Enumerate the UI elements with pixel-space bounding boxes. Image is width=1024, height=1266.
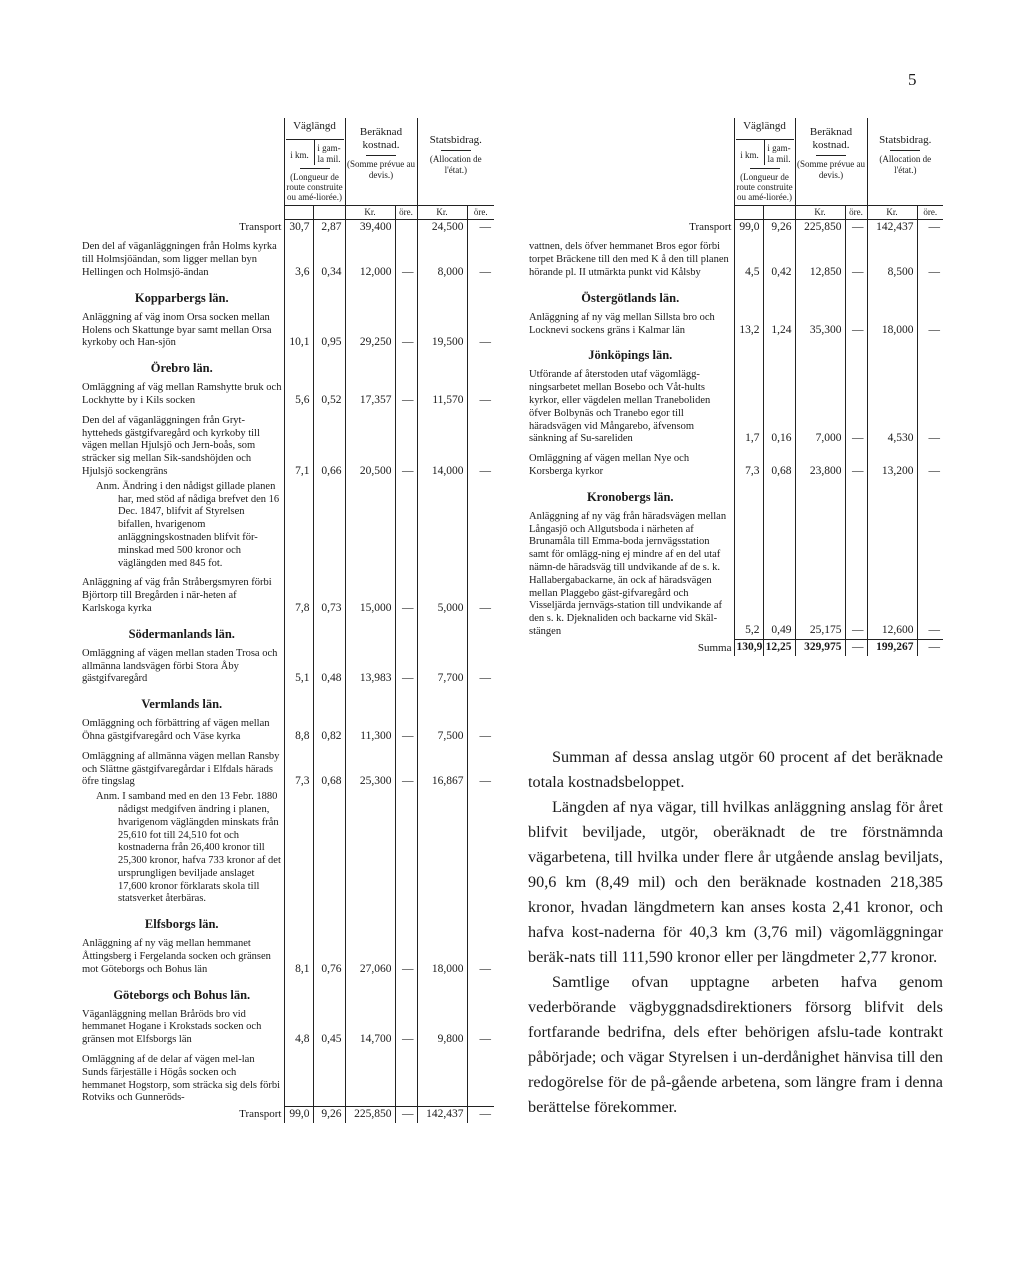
grant-ore-value: — (917, 640, 943, 656)
grant-ore-value: — (917, 369, 943, 447)
grant-ore-value: — (467, 409, 494, 480)
table-row (80, 409, 494, 480)
county-heading-row (80, 907, 494, 938)
mil-value: 9,26 (313, 1106, 345, 1122)
table-row (527, 447, 943, 480)
grant-ore-value: — (917, 447, 943, 480)
county-heading-row (80, 687, 494, 718)
county-heading-row (80, 351, 494, 382)
length-group-label: Väglängd (743, 120, 786, 132)
grant-ore-value: — (917, 219, 943, 235)
cost-ore-value: — (395, 571, 417, 616)
entry-text: Anläggning af väg från Stråbergsmyren förbi Björtorp till Bregården i när-heten af Karlskoga kyrka (82, 577, 272, 614)
cost-header (795, 118, 867, 205)
grant-kr-value: 7,500 (417, 718, 467, 745)
cost-kr-value: 23,800 (795, 447, 845, 480)
entry-text: Omläggning af vägen mellan Nye och Korsberga kyrkor (529, 453, 690, 477)
km-value: 3,6 (284, 235, 313, 280)
length-group-label: Väglängd (293, 120, 336, 132)
km-value: 130,9 (734, 640, 763, 656)
cost-ore-value: — (395, 382, 417, 409)
cost-kr-value: 39,400 (345, 219, 395, 235)
entry-text: Anläggning af ny väg mellan Sillsta bro och Locknevi sockens gräns i Kalmar län (529, 311, 715, 336)
page-number: 5 (908, 70, 917, 89)
mil-value: 0,48 (313, 648, 345, 687)
cost-ore-value: — (395, 745, 417, 790)
transport-row-top (80, 219, 494, 235)
km-value: 7,1 (284, 409, 313, 480)
county-heading-row (80, 281, 494, 312)
grant-ore-value: — (467, 718, 494, 745)
entry-note: Anm. Ändring i den nådigst gillade planen har, med stöd af nådiga brefvet den 16 Dec. 1847, blifvit af Styrelsen bifallen, hvarigenom anläggningskostnaden blifvit för-minskad med 500 kronor och väglängden med 845 fot. (96, 480, 280, 569)
cost-ore-value (395, 219, 417, 235)
grant-kr-label: Kr. (417, 205, 467, 219)
grant-kr-label: Kr. (867, 205, 917, 219)
cost-kr-value: 17,357 (345, 382, 395, 409)
entry-text: Anläggning af ny väg från häradsvägen mellan Långasjö och Allgutsboda i närheten af Brunamåla till Emma-boda jernvägsstation samt för omlägg-ning ej mindre af en del utaf nämn-de häradsväg till undvikande af de s. k. Hallabergabackarne, än ock af häradsvägen mellan Plaggebo gäst-gifvaregård och Visseljärda jernvägs-station till undvikande af den s. k. Djeknaliden och backarne vid Skäl-stängen (529, 510, 727, 637)
cost-kr-value: 11,300 (345, 718, 395, 745)
mil-value: 0,34 (313, 235, 345, 280)
entry-text: vattnen, dels öfver hemmanet Bros egor förbi torpet Bräckene till den med K å den till planen hörande pl. II utmärkta punkt vid Kålsby (529, 241, 729, 278)
grant-kr-value: 142,437 (417, 1106, 467, 1122)
cost-kr-value: 7,000 (795, 369, 845, 447)
cost-label: Beräknad kostnad. (809, 126, 853, 152)
table-row (80, 938, 494, 977)
entry-text: Anläggning af väg inom Orsa socken mellan Holens och Skattunge byar samt mellan Orsa kyrkoby och Han-sjön (82, 311, 272, 349)
county-heading: Vermlands län. (141, 697, 223, 712)
table-row (80, 718, 494, 745)
old-mil-label: i gam-la mil. (317, 143, 341, 164)
county-heading-row (527, 281, 943, 312)
entry-text: Omläggning af allmänna vägen mellan Ransby och Slättne gästgifvaregårdar i Elfdals härads öfre tingslag (82, 750, 280, 788)
right-entries (527, 235, 943, 639)
cost-ore-value: — (395, 1009, 417, 1048)
grant-ore-value: — (467, 382, 494, 409)
cost-ore-value: — (845, 640, 867, 656)
cost-ore-value: — (395, 409, 417, 480)
county-heading-row (527, 480, 943, 511)
grant-ore-value: — (917, 312, 943, 339)
prose-paragraph: Längden af nya vägar, till hvilkas anläggning anslag för året blifvit beviljade, utgör, oberäknadt de tre förstnämnda vägarbetena, till hvilka under flere år utgående anslag beviljats, 90,6 km (8,49 mil) och den beräknade kostnaden 218,385 kronor, hvadan längdmetern kan anses kosta 2,41 kronor, och hafva kost-naderna för 40,3 km (3,76 mil) vägomläggningar beräk-nats till 111,590 kronor eller per längdmeter 2,77 kronor. (528, 798, 943, 966)
grant-kr-value: 7,700 (417, 648, 467, 687)
grant-ore-value: — (467, 312, 494, 351)
km-label: i km. (736, 140, 765, 165)
grant-kr-value: 24,500 (417, 219, 467, 235)
mil-value: 12,25 (763, 640, 795, 656)
county-heading: Kopparbergs län. (134, 290, 229, 305)
km-value: 5,1 (284, 648, 313, 687)
cost-fr-label: (Somme prévue au devis.) (797, 159, 865, 180)
mil-value: 0,52 (313, 382, 345, 409)
transport-row-bottom (80, 1106, 494, 1122)
grant-kr-value: 13,200 (867, 447, 917, 480)
grant-label: Statsbidrag. (879, 134, 932, 146)
county-heading: Jönköpings län. (588, 348, 673, 363)
grant-ore-value: — (917, 235, 943, 280)
mil-value: 0,16 (763, 369, 795, 447)
mil-value: 0,66 (313, 409, 345, 480)
county-heading-row (527, 338, 943, 369)
grant-ore-value: — (467, 571, 494, 616)
km-value: 5,2 (734, 511, 763, 640)
km-value: 1,7 (734, 369, 763, 447)
km-value: 7,3 (284, 745, 313, 790)
cost-fr-label: (Somme prévue au devis.) (347, 159, 415, 180)
grant-kr-value: 8,000 (417, 235, 467, 280)
table-row (80, 382, 494, 409)
grant-header (867, 118, 943, 205)
grant-ore-value: — (467, 235, 494, 280)
km-value: 13,2 (734, 312, 763, 339)
cost-ore-label: öre. (845, 205, 867, 219)
entry-text: Den del af väganläggningen från Holms kyrka till Holmsjöändan, som ligger mellan byn Hellingen och Holmsjö-ändan (82, 241, 277, 278)
grant-header (417, 118, 494, 205)
cost-ore-value: — (845, 447, 867, 480)
entry-text: Utförande af återstoden utaf vägomlägg-ningsarbetet mellan Bosebo och Våt-hults kyrkor, eller vägdelen mellan Traneboliden öfver Bolbynäs och Tranebo egor till häradsvägen vid Mångarebo, äfvensom sänkning af Su-sareliden (529, 369, 711, 445)
km-value: 7,3 (734, 447, 763, 480)
mil-value: 1,24 (763, 312, 795, 339)
grant-ore-value: — (917, 511, 943, 640)
county-heading: Kronobergs län. (586, 489, 674, 504)
grant-kr-value: 8,500 (867, 235, 917, 280)
km-value: 8,8 (284, 718, 313, 745)
grant-fr-label: (Allocation de l'état.) (879, 154, 932, 175)
summa-row (527, 640, 943, 656)
cost-ore-value: — (845, 219, 867, 235)
note-row (80, 480, 494, 572)
km-value: 7,8 (284, 571, 313, 616)
mil-value: 0,68 (313, 745, 345, 790)
summary-prose (528, 745, 943, 1120)
table-row (80, 571, 494, 616)
cost-kr-value: 225,850 (795, 219, 845, 235)
cost-ore-value: — (845, 235, 867, 280)
km-label: i km. (286, 140, 315, 165)
transport-label: Transport (239, 221, 282, 234)
cost-ore-value: — (845, 312, 867, 339)
county-heading: Örebro län. (150, 361, 213, 376)
mil-value: 0,68 (763, 447, 795, 480)
table-row (80, 648, 494, 687)
grant-kr-value: 19,500 (417, 312, 467, 351)
cost-ore-value: — (395, 312, 417, 351)
cost-kr-value: 12,850 (795, 235, 845, 280)
km-value: 5,6 (284, 382, 313, 409)
cost-ore-value: — (395, 235, 417, 280)
mil-value: 0,82 (313, 718, 345, 745)
grant-kr-value: 18,000 (867, 312, 917, 339)
cost-kr-value: 25,175 (795, 511, 845, 640)
county-heading: Södermanlands län. (128, 626, 235, 641)
entry-text: Omläggning och förbättring af vägen mellan Öhna gästgifvaregård och Väse kyrka (82, 718, 270, 742)
table-row (80, 1009, 494, 1048)
table-row (527, 312, 943, 339)
county-heading: Östergötlands län. (581, 290, 680, 305)
cost-ore-value: — (395, 1106, 417, 1122)
note-row (80, 790, 494, 907)
grant-kr-value: 18,000 (417, 938, 467, 977)
grant-kr-value: 5,000 (417, 571, 467, 616)
cost-ore-value: — (845, 511, 867, 640)
summa-label: Summa (697, 641, 732, 654)
cost-ore-label: öre. (395, 205, 417, 219)
transport-row-top (527, 219, 943, 235)
mil-value: 0,49 (763, 511, 795, 640)
old-mil-label: i gam-la mil. (767, 143, 791, 164)
length-header (734, 118, 795, 205)
length-header (284, 118, 345, 205)
grant-ore-value: — (467, 219, 494, 235)
cost-kr-value: 25,300 (345, 745, 395, 790)
county-heading-row (80, 978, 494, 1009)
right-ledger-table (527, 118, 943, 656)
cost-label: Beräknad kostnad. (359, 126, 403, 152)
grant-label: Statsbidrag. (429, 134, 482, 146)
grant-kr-value: 11,570 (417, 382, 467, 409)
km-value: 30,7 (284, 219, 313, 235)
grant-ore-value: — (467, 745, 494, 790)
transport-label: Transport (239, 1108, 282, 1121)
cost-kr-label: Kr. (795, 205, 845, 219)
cost-ore-value: — (395, 938, 417, 977)
mil-value: 9,26 (763, 219, 795, 235)
mil-value: 0,73 (313, 571, 345, 616)
county-heading: Elfsborgs län. (144, 917, 219, 932)
mil-value: 0,76 (313, 938, 345, 977)
table-row (80, 235, 494, 280)
grant-kr-value: 199,267 (867, 640, 917, 656)
county-heading-row (80, 617, 494, 648)
grant-ore-value: — (467, 1106, 494, 1122)
length-fr-label: (Longueur de route construite ou amé-liorée.) (286, 171, 343, 203)
mil-value: 2,87 (313, 219, 345, 235)
cost-kr-value: 29,250 (345, 312, 395, 351)
cost-kr-label: Kr. (345, 205, 395, 219)
cost-kr-value: 14,700 (345, 1009, 395, 1048)
entry-text: Väganläggning mellan Bråröds bro vid hemmanet Hogane i Krokstads socken och gränsen mot Elfsborgs län (82, 1008, 262, 1046)
grant-kr-value: 14,000 (417, 409, 467, 480)
km-value: 99,0 (734, 219, 763, 235)
km-value: 4,8 (284, 1009, 313, 1048)
grant-kr-value: 4,530 (867, 369, 917, 447)
entry-text: Omläggning af väg mellan Ramshytte bruk och Lockhytte by i Kils socken (82, 382, 282, 406)
cost-ore-value: — (395, 648, 417, 687)
entry-text: Den del af väganläggningen från Gryt-hytteheds gästgifvaregård och kyrkoby till vägen mellan Hjulsjö och Jern-boås, som sträcker sig mellan Sik-sandshöjden och Hjulsjö sockengräns (82, 414, 260, 477)
table-row (80, 312, 494, 351)
cost-kr-value: 35,300 (795, 312, 845, 339)
grant-ore-label: öre. (917, 205, 943, 219)
left-ledger-table (80, 118, 494, 1123)
cost-kr-value: 20,500 (345, 409, 395, 480)
cost-kr-value: 225,850 (345, 1106, 395, 1122)
county-heading: Göteborgs och Bohus län. (113, 987, 251, 1002)
mil-value: 0,45 (313, 1009, 345, 1048)
last-text-row (80, 1048, 494, 1106)
km-value: 8,1 (284, 938, 313, 977)
grant-kr-value: 142,437 (867, 219, 917, 235)
left-entries (80, 235, 494, 1048)
table-row (527, 369, 943, 447)
grant-kr-value: 16,867 (417, 745, 467, 790)
prose-paragraph: Samtlige ofvan upptagne arbeten hafva genom vederbörande vägbyggnadsdirektioners försorg blifvit dels fortfarande bedrifna, dels efter behörigen afslu-tade kontrakt påbörjade; och vägar Styrelsen i un-derdånighet hänvisa till den redogörelse för de på-gående arbetena, som längre fram i denna berättelse förekommer. (528, 973, 943, 1116)
km-value: 4,5 (734, 235, 763, 280)
mil-value: 0,42 (763, 235, 795, 280)
prose-paragraph: Summan af dessa anslag utgör 60 procent af det beräknade totala kostnadsbeloppet. (528, 748, 943, 791)
cost-kr-value: 329,975 (795, 640, 845, 656)
cost-kr-value: 15,000 (345, 571, 395, 616)
cost-kr-value: 13,983 (345, 648, 395, 687)
grant-fr-label: (Allocation de l'état.) (429, 154, 482, 175)
entry-text: Omläggning af de delar af vägen mel-lan Sunds färjeställe i Högås socken och hemmanet Hogstorp, som sträcka sig dels förbi Rotviks och Gunneröds- (82, 1054, 281, 1104)
grant-ore-value: — (467, 1009, 494, 1048)
grant-ore-value: — (467, 938, 494, 977)
entry-text: Omläggning af vägen mellan staden Trosa och allmänna landsvägen förbi Stora Åby gästgifvaregård (82, 647, 278, 685)
cost-kr-value: 12,000 (345, 235, 395, 280)
km-value: 10,1 (284, 312, 313, 351)
entry-text: Anläggning af ny väg mellan hemmanet Åttingsberg i Fergelanda socken och gränsen mot Göteborgs och Bohus län (82, 938, 271, 975)
km-value: 99,0 (284, 1106, 313, 1122)
grant-kr-value: 9,800 (417, 1009, 467, 1048)
mil-value: 0,95 (313, 312, 345, 351)
length-fr-label: (Longueur de route construite ou amé-liorée.) (736, 171, 793, 203)
grant-ore-label: öre. (467, 205, 494, 219)
table-row (80, 745, 494, 790)
table-row (527, 235, 943, 280)
cost-kr-value: 27,060 (345, 938, 395, 977)
transport-label: Transport (689, 221, 732, 234)
grant-ore-value: — (467, 648, 494, 687)
table-row (527, 511, 943, 640)
grant-kr-value: 12,600 (867, 511, 917, 640)
cost-ore-value: — (395, 718, 417, 745)
cost-ore-value: — (845, 369, 867, 447)
cost-header (345, 118, 417, 205)
entry-note: Anm. I samband med en den 13 Febr. 1880 nådigst medgifven ändring i planen, hvarigenom väglängden minskats från 25,610 fot till 24,510 fot och kostnaderna från 26,400 kronor till 25,300 kronor, hafva 733 kronor af det ursprungligen beviljade anslaget 17,600 kronor förklarats skola till statsverket återbäras. (96, 791, 281, 905)
